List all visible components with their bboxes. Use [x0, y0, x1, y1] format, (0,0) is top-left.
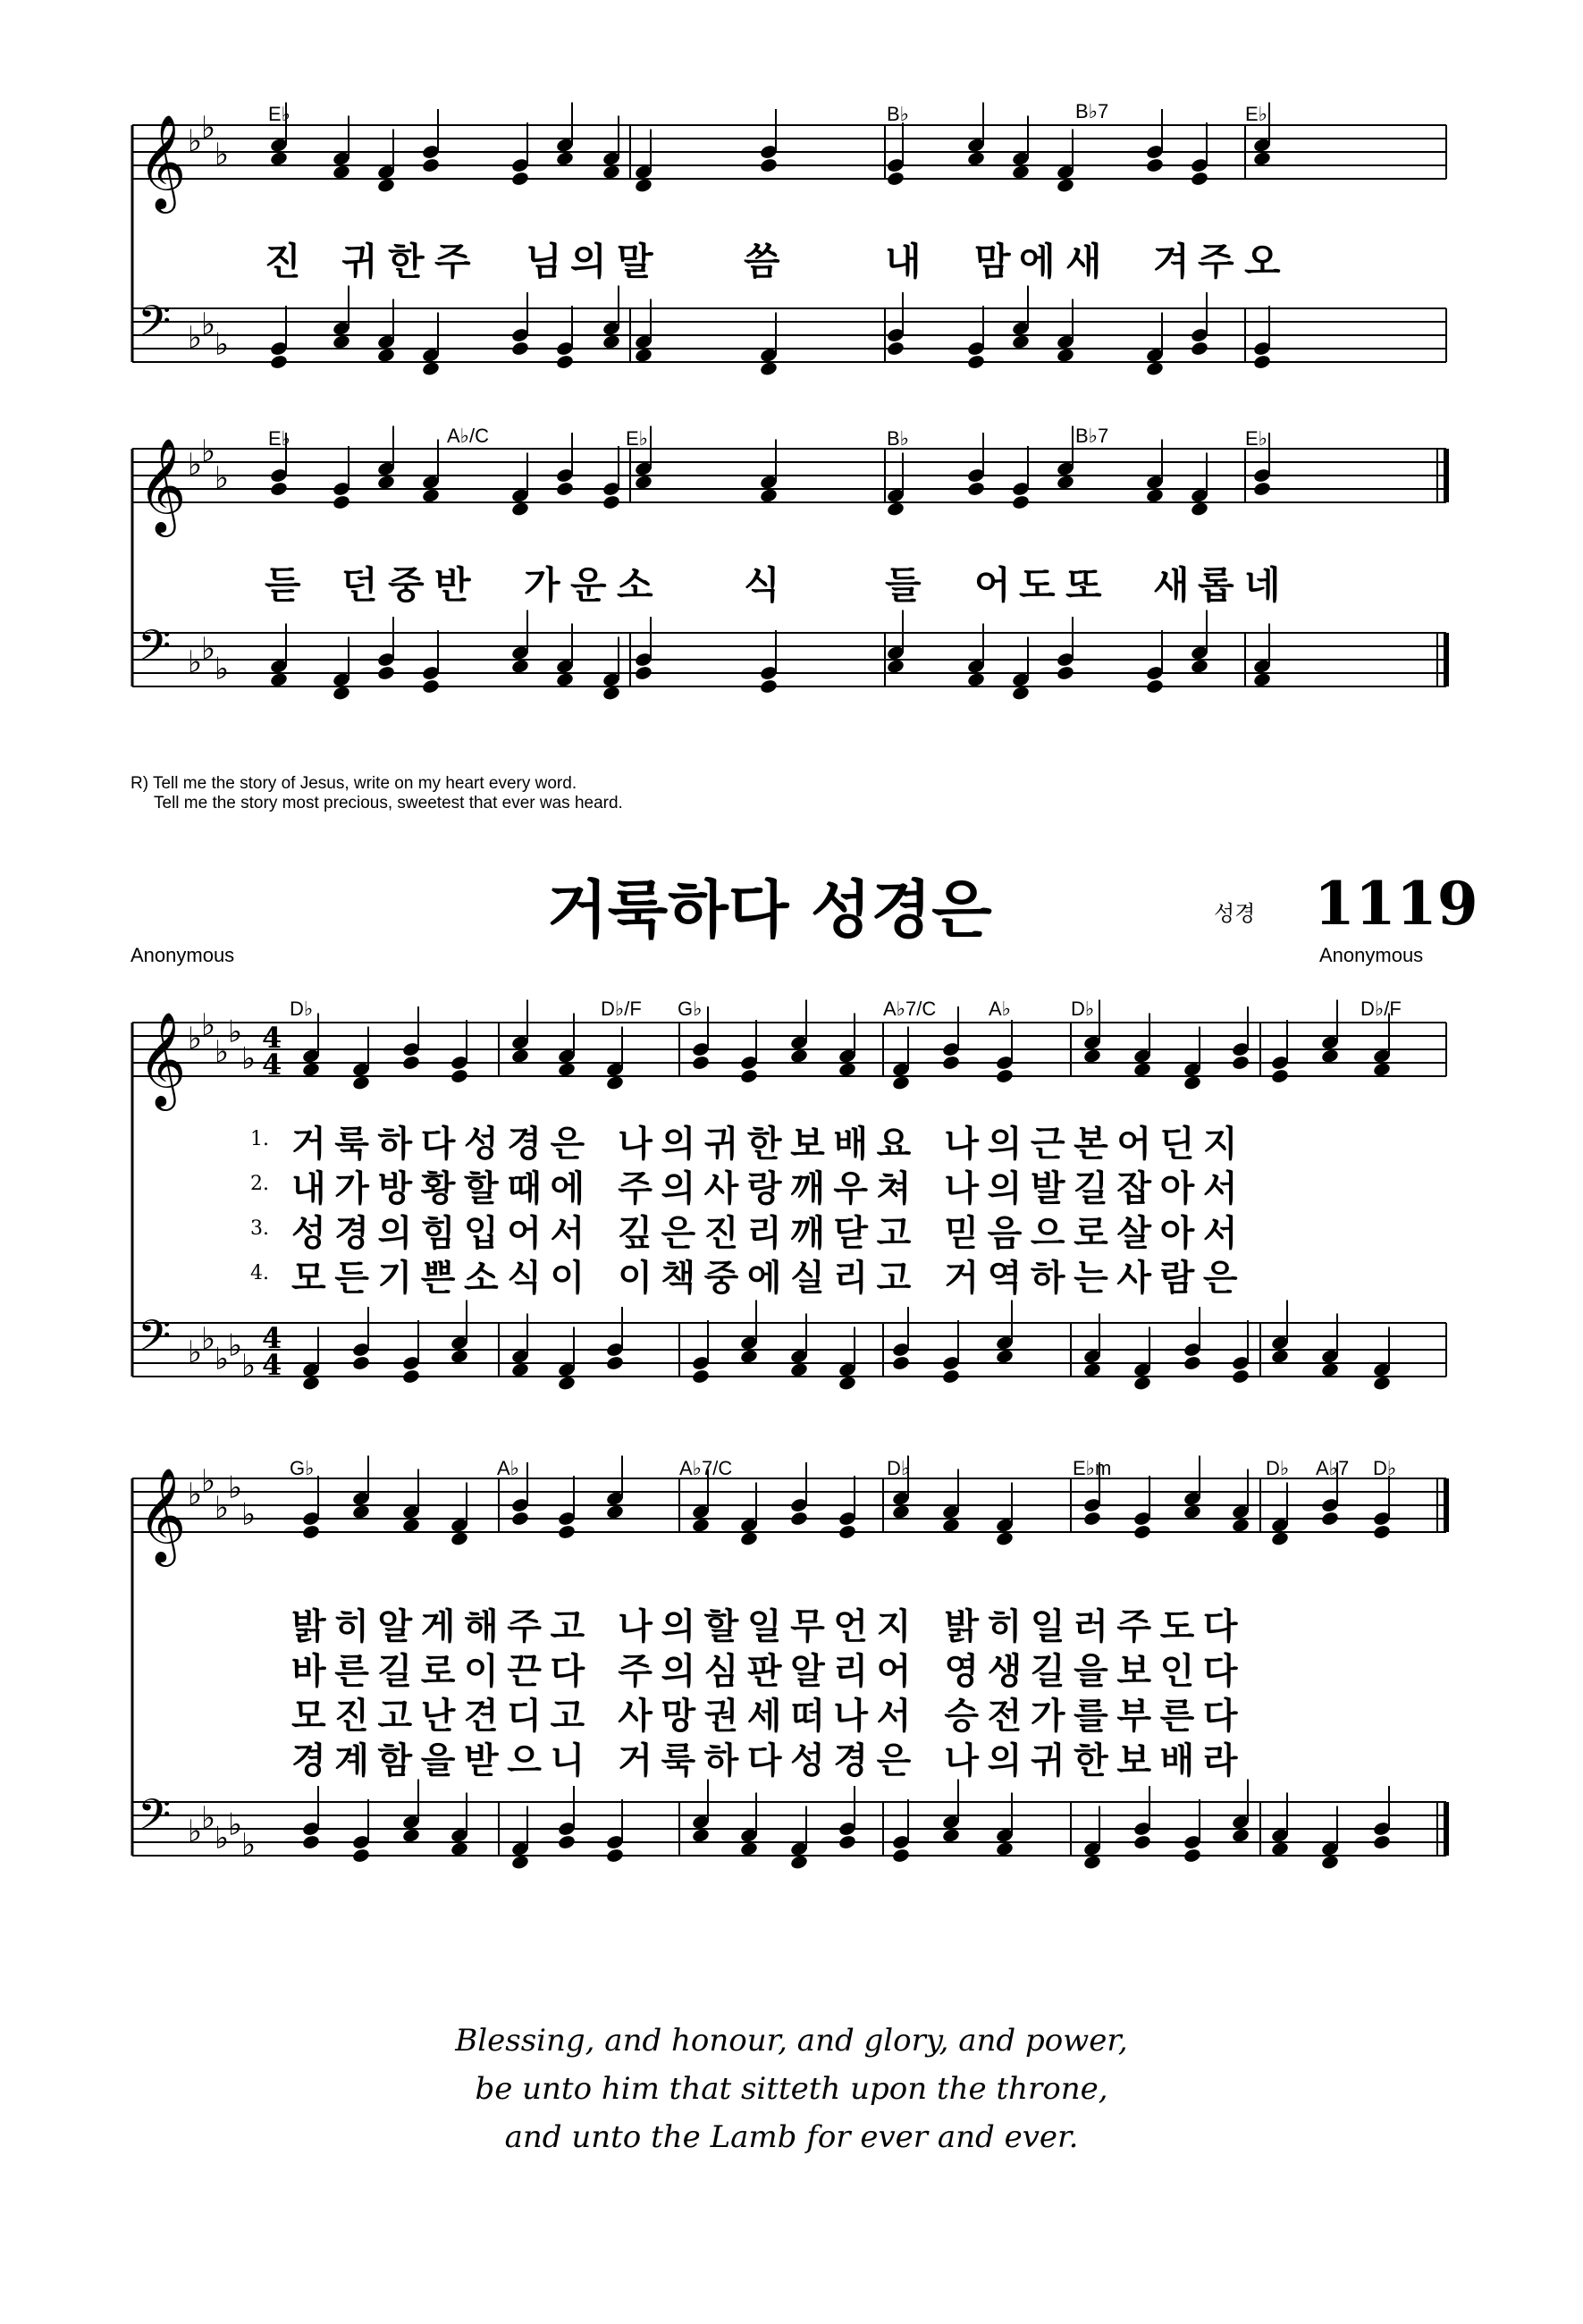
- flat-icon: ♭: [188, 1477, 203, 1512]
- flat-icon: ♭: [215, 1490, 230, 1526]
- lyric-syllable: 의: [570, 240, 607, 283]
- verse-line: 밝히알게해주고 나의할일무언지 밝히일러주도다: [291, 1606, 1247, 1647]
- flat-icon: ♭: [201, 110, 216, 146]
- chord: D♭: [1266, 1457, 1290, 1479]
- notehead: [634, 347, 653, 363]
- notehead: [1372, 1061, 1391, 1077]
- lyric-syllable: 롭: [1198, 563, 1234, 607]
- lyric-syllable: 운: [570, 563, 607, 607]
- notehead: [1190, 501, 1208, 517]
- notehead: [510, 341, 529, 357]
- notehead: [1190, 171, 1208, 187]
- notehead: [450, 1840, 468, 1857]
- notehead: [1011, 333, 1030, 349]
- footnote-line: R) Tell me the story of Jesus, write on my heart every word.: [131, 774, 577, 793]
- notehead: [995, 1068, 1014, 1084]
- notehead: [941, 1055, 960, 1071]
- lyric-syllable: 한: [388, 240, 425, 283]
- notehead: [1270, 1348, 1289, 1364]
- chord: E♭: [268, 427, 291, 450]
- notehead: [602, 685, 620, 701]
- notehead: [1231, 1827, 1250, 1843]
- lyric-syllable: 식: [744, 563, 780, 607]
- chord: B♭: [887, 103, 910, 125]
- notehead: [1252, 671, 1271, 687]
- notehead: [401, 1517, 420, 1533]
- notehead: [301, 1524, 320, 1540]
- notehead: [510, 658, 529, 674]
- notehead: [605, 1074, 624, 1090]
- notehead: [995, 1348, 1014, 1364]
- lyric-syllable: 가: [524, 563, 560, 607]
- notehead: [1056, 347, 1074, 363]
- flat-icon: ♭: [201, 1463, 216, 1499]
- notehead: [891, 1848, 910, 1864]
- chord: A♭7: [1316, 1457, 1350, 1479]
- treble-clef-icon: 𝄞: [138, 114, 187, 209]
- notehead: [301, 1061, 320, 1077]
- flat-icon: ♭: [215, 460, 230, 496]
- notehead: [789, 1854, 808, 1870]
- lyric-syllable: 어: [974, 563, 1011, 607]
- notehead: [1133, 1375, 1151, 1391]
- flat-icon: ♭: [215, 651, 230, 687]
- notehead: [838, 1524, 856, 1540]
- notehead: [1252, 354, 1271, 370]
- notehead: [1372, 1834, 1391, 1850]
- notehead: [634, 177, 653, 193]
- notehead: [886, 171, 905, 187]
- flat-icon: ♭: [188, 447, 203, 483]
- lyric-syllable: 들: [885, 563, 922, 607]
- flat-icon: ♭: [241, 1040, 257, 1077]
- notehead: [1320, 1361, 1339, 1377]
- flat-icon: ♭: [215, 1341, 230, 1377]
- notehead: [789, 1048, 808, 1064]
- flat-icon: ♭: [228, 1014, 243, 1050]
- bass-clef-icon: 𝄢: [138, 1310, 172, 1371]
- notehead: [421, 487, 440, 503]
- notehead: [1145, 678, 1164, 695]
- chord: D♭/F: [601, 998, 642, 1020]
- notehead: [351, 1355, 370, 1371]
- chord: B♭7: [1075, 100, 1109, 122]
- flat-icon: ♭: [228, 1469, 243, 1506]
- notehead: [557, 1061, 576, 1077]
- bass-clef-icon: 𝄢: [138, 296, 172, 357]
- verse-line: 내가방황할때에 주의사랑깨우쳐 나의발길잡아서: [291, 1168, 1247, 1209]
- notehead: [995, 1840, 1014, 1857]
- flat-icon: ♭: [201, 631, 216, 667]
- notehead: [759, 487, 778, 503]
- flat-icon: ♭: [188, 320, 203, 356]
- time-signature: 4: [262, 1348, 282, 1382]
- notehead: [886, 501, 905, 517]
- notehead: [510, 1511, 529, 1527]
- notehead: [421, 360, 440, 376]
- notehead: [1145, 157, 1164, 173]
- flat-icon: ♭: [188, 644, 203, 680]
- notehead: [376, 347, 395, 363]
- composer: Anonymous: [1319, 944, 1424, 966]
- lyric-syllable: 내: [885, 240, 922, 283]
- lyric-syllable: 새: [1153, 563, 1190, 607]
- flat-icon: ♭: [241, 1827, 257, 1863]
- notehead: [510, 1361, 529, 1377]
- bass-clef-icon: 𝄢: [138, 1789, 172, 1850]
- notehead: [1082, 1048, 1101, 1064]
- lyric-syllable: 맘: [974, 240, 1011, 283]
- notehead: [401, 1368, 420, 1385]
- flat-icon: ♭: [228, 1806, 243, 1843]
- flat-icon: ♭: [201, 1321, 216, 1357]
- chord: A♭: [497, 1457, 520, 1479]
- hymn-category: 성경: [1214, 901, 1256, 926]
- chord: E♭m: [1073, 1457, 1112, 1479]
- notehead: [838, 1834, 856, 1850]
- notehead: [1011, 685, 1030, 701]
- notehead: [789, 1511, 808, 1527]
- flat-icon: ♭: [188, 1335, 203, 1370]
- hymn-title: 거룩하다 성경은: [547, 873, 992, 947]
- chord: D♭: [887, 1457, 911, 1479]
- notehead: [269, 671, 288, 687]
- scripture-quote: [0, 2017, 1583, 2161]
- scripture-line: and unto the Lamb for ever and ever.: [504, 2119, 1079, 2155]
- notehead: [301, 1834, 320, 1850]
- time-signature: 4: [262, 1321, 282, 1355]
- notehead: [269, 150, 288, 166]
- notehead: [891, 1074, 910, 1090]
- flat-icon: ♭: [201, 1007, 216, 1043]
- flat-icon: ♭: [188, 123, 203, 159]
- lyric-syllable: 도: [1019, 563, 1056, 607]
- notehead: [602, 164, 620, 180]
- notehead: [301, 1375, 320, 1391]
- chord: E♭: [626, 427, 649, 450]
- notehead: [966, 671, 985, 687]
- verse-line: 바른길로이끈다 주의심판알리어 영생길을보인다: [291, 1651, 1247, 1692]
- lyric-syllable: 오: [1244, 240, 1281, 283]
- notehead: [1145, 360, 1164, 376]
- notehead: [1183, 1503, 1201, 1520]
- notehead: [510, 501, 529, 517]
- footnote-line: Tell me the story most precious, sweetest that ever was heard.: [154, 794, 623, 813]
- notehead: [1133, 1524, 1151, 1540]
- lyric-syllable: 주: [434, 240, 471, 283]
- treble-clef-icon: 𝄞: [138, 1011, 187, 1107]
- flat-icon: ♭: [215, 326, 230, 363]
- notehead: [1082, 1854, 1101, 1870]
- notehead: [332, 164, 350, 180]
- notehead: [1252, 481, 1271, 497]
- lyric-syllable: 네: [1244, 563, 1281, 607]
- notehead: [401, 1827, 420, 1843]
- notehead: [450, 1530, 468, 1546]
- chord: G♭: [678, 998, 703, 1020]
- lyric-syllable: 던: [341, 563, 378, 607]
- hymn-number: 1119: [1314, 869, 1478, 939]
- chord: B♭7: [1075, 425, 1109, 447]
- notehead: [1056, 665, 1074, 681]
- notehead: [1190, 341, 1208, 357]
- scripture-line: Blessing, and honour, and glory, and power,: [455, 2023, 1128, 2059]
- chord: D♭: [290, 998, 314, 1020]
- treble-clef-icon: 𝄞: [138, 437, 187, 533]
- notehead: [739, 1530, 758, 1546]
- chord: D♭/F: [1360, 998, 1402, 1020]
- chord: A♭7/C: [883, 998, 937, 1020]
- notehead: [351, 1848, 370, 1864]
- chord: A♭/C: [447, 425, 490, 447]
- lyric-syllable: 말: [617, 240, 653, 283]
- notehead: [966, 150, 985, 166]
- notehead: [759, 360, 778, 376]
- notehead: [332, 685, 350, 701]
- notehead: [1011, 164, 1030, 180]
- notehead: [555, 354, 574, 370]
- time-signature: 4: [262, 1048, 282, 1082]
- notehead: [1082, 1361, 1101, 1377]
- notehead: [269, 354, 288, 370]
- notehead: [1231, 1517, 1250, 1533]
- notehead: [602, 333, 620, 349]
- notehead: [376, 177, 395, 193]
- notehead: [332, 494, 350, 510]
- lyricist: Anonymous: [131, 944, 235, 966]
- verse-number: 3.: [250, 1217, 269, 1240]
- notehead: [450, 1068, 468, 1084]
- notehead: [555, 481, 574, 497]
- verse-line: 거룩하다성경은 나의귀한보배요 나의근본어딘지: [291, 1124, 1247, 1165]
- verse-line: 경계함을받으니 거룩하다성경은 나의귀한보배라: [291, 1740, 1247, 1781]
- notehead: [1133, 1834, 1151, 1850]
- notehead: [557, 1524, 576, 1540]
- notehead: [421, 157, 440, 173]
- flat-icon: ♭: [201, 434, 216, 469]
- notehead: [450, 1348, 468, 1364]
- flat-icon: ♭: [188, 1021, 203, 1057]
- notehead: [510, 171, 529, 187]
- notehead: [1270, 1068, 1289, 1084]
- treble-clef-icon: 𝄞: [138, 1467, 187, 1562]
- notehead: [739, 1348, 758, 1364]
- notehead: [1270, 1840, 1289, 1857]
- chord: D♭: [1373, 1457, 1397, 1479]
- notehead: [691, 1368, 710, 1385]
- notehead: [605, 1503, 624, 1520]
- chord: D♭: [1071, 998, 1095, 1020]
- notehead: [891, 1355, 910, 1371]
- notehead: [886, 658, 905, 674]
- notehead: [376, 665, 395, 681]
- notehead: [838, 1375, 856, 1391]
- notehead: [605, 1355, 624, 1371]
- chord: E♭: [1245, 427, 1268, 450]
- notehead: [602, 494, 620, 510]
- notehead: [691, 1517, 710, 1533]
- notehead: [1056, 177, 1074, 193]
- notehead: [1082, 1511, 1101, 1527]
- notehead: [759, 678, 778, 695]
- notehead: [634, 665, 653, 681]
- lyric-syllable: 또: [1065, 563, 1102, 607]
- chord: E♭: [268, 103, 291, 125]
- notehead: [332, 333, 350, 349]
- lyric-syllable: 씀: [744, 240, 780, 283]
- chord: G♭: [290, 1457, 315, 1479]
- notehead: [691, 1055, 710, 1071]
- flat-icon: ♭: [215, 1820, 230, 1857]
- notehead: [789, 1361, 808, 1377]
- notehead: [739, 1840, 758, 1857]
- lyric-syllable: 소: [617, 563, 653, 607]
- notehead: [1133, 1061, 1151, 1077]
- lyric-syllable: 듣: [265, 563, 301, 607]
- notehead: [510, 1854, 529, 1870]
- flat-icon: ♭: [215, 137, 230, 173]
- notehead: [1372, 1524, 1391, 1540]
- flat-icon: ♭: [188, 1814, 203, 1849]
- flat-icon: ♭: [241, 1348, 257, 1384]
- notehead: [401, 1055, 420, 1071]
- notehead: [557, 1375, 576, 1391]
- lyric-syllable: 겨: [1153, 240, 1190, 283]
- flat-icon: ♭: [201, 1800, 216, 1836]
- verse-line: 모든기쁜소식이 이책중에실리고 거역하는사람은: [291, 1258, 1247, 1299]
- notehead: [1231, 1368, 1250, 1385]
- lyric-syllable: 귀: [341, 240, 378, 283]
- notehead: [1190, 658, 1208, 674]
- notehead: [351, 1074, 370, 1090]
- verse-number: 2.: [250, 1173, 269, 1195]
- notehead: [421, 678, 440, 695]
- notehead: [941, 1517, 960, 1533]
- flat-icon: ♭: [201, 307, 216, 342]
- lyric-syllable: 에: [1019, 240, 1056, 283]
- notehead: [1231, 1055, 1250, 1071]
- verse-number: 4.: [250, 1262, 269, 1284]
- notehead: [555, 671, 574, 687]
- notehead: [759, 157, 778, 173]
- lyric-syllable: 진: [265, 240, 301, 283]
- time-signature: 4: [262, 1021, 282, 1055]
- lyric-syllable: 님: [526, 240, 562, 283]
- lyric-syllable: 새: [1065, 240, 1102, 283]
- notehead: [269, 481, 288, 497]
- flat-icon: ♭: [215, 1034, 230, 1070]
- notehead: [351, 1503, 370, 1520]
- notehead: [941, 1827, 960, 1843]
- notehead: [966, 354, 985, 370]
- notehead: [1320, 1511, 1339, 1527]
- notehead: [605, 1848, 624, 1864]
- notehead: [1270, 1530, 1289, 1546]
- notehead: [1183, 1355, 1201, 1371]
- notehead: [966, 481, 985, 497]
- verse-line: 모진고난견디고 사망권세떠나서 승전가를부른다: [291, 1696, 1247, 1737]
- chord: A♭7/C: [679, 1457, 733, 1479]
- notehead: [376, 474, 395, 490]
- notehead: [1320, 1048, 1339, 1064]
- notehead: [838, 1061, 856, 1077]
- lyric-syllable: 반: [434, 563, 471, 607]
- notehead: [1011, 494, 1030, 510]
- notehead: [941, 1368, 960, 1385]
- notehead: [555, 150, 574, 166]
- notehead: [1320, 1854, 1339, 1870]
- flat-icon: ♭: [241, 1496, 257, 1533]
- chord: E♭: [1245, 103, 1268, 125]
- notehead: [891, 1503, 910, 1520]
- lyric-syllable: 주: [1198, 240, 1234, 283]
- notehead: [1252, 150, 1271, 166]
- notehead: [510, 1048, 529, 1064]
- verse-line: 성경의힘입어서 깊은진리깨닫고 믿음으로살아서: [291, 1213, 1247, 1254]
- lyric-syllable: 중: [388, 563, 425, 607]
- notehead: [1372, 1375, 1391, 1391]
- bass-clef-icon: 𝄢: [138, 620, 172, 681]
- notehead: [1145, 487, 1164, 503]
- notehead: [1183, 1848, 1201, 1864]
- notehead: [995, 1530, 1014, 1546]
- notehead: [691, 1827, 710, 1843]
- flat-icon: ♭: [228, 1327, 243, 1364]
- notehead: [886, 341, 905, 357]
- footnote: [131, 774, 623, 813]
- chord: A♭: [989, 998, 1012, 1020]
- notehead: [634, 474, 653, 490]
- scripture-line: be unto him that sitteth upon the throne,: [475, 2071, 1108, 2107]
- notehead: [557, 1834, 576, 1850]
- notehead: [1056, 474, 1074, 490]
- notehead: [1183, 1074, 1201, 1090]
- verse-number: 1.: [250, 1128, 269, 1150]
- notehead: [739, 1068, 758, 1084]
- chord: B♭: [887, 427, 910, 450]
